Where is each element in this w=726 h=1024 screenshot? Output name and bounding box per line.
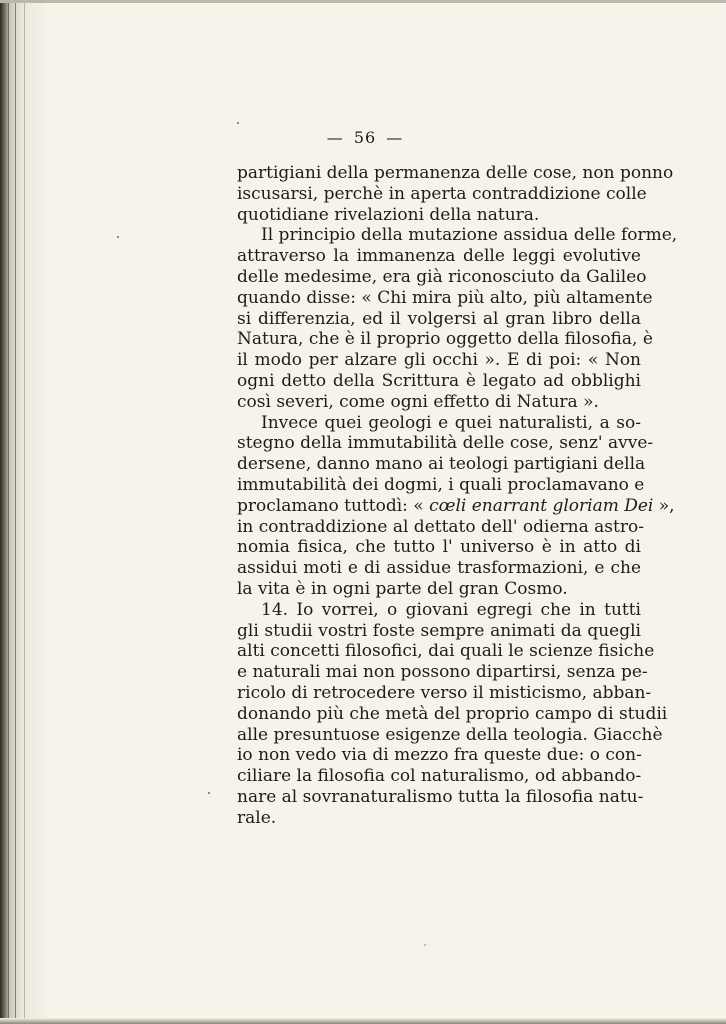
book-spine-shadow <box>0 0 46 1024</box>
text-line: e naturali mai non possono dipartirsi, senza pe- <box>237 662 648 683</box>
page-bottom-edge <box>0 1018 726 1024</box>
text-line: ogni detto della Scrittura è legato ad obblighi <box>237 370 641 391</box>
spine-edge-line <box>15 0 16 1024</box>
text-line: così severi, come ogni effetto di Natura ». <box>237 391 599 412</box>
text-line: nomia fisica, che tutto l' universo è in atto di <box>237 537 641 558</box>
text-line: partigiani della permanenza delle cose, non ponno <box>237 163 674 183</box>
latin-quote: cœli enarrant gloriam Dei <box>429 495 654 516</box>
spine-edge-line <box>8 0 9 1024</box>
text-line: rale. <box>237 807 277 828</box>
text-line: nare al sovranaturalismo tutta la filosofia natu- <box>237 786 644 807</box>
text-line: Invece quei geologi e quei naturalisti, a so- <box>261 412 641 433</box>
page-top-edge <box>0 0 726 3</box>
text-line: iscusarsi, perchè in aperta contraddizione colle <box>237 183 647 204</box>
paper-speck <box>424 944 426 946</box>
text-line: quando disse: « Chi mira più alto, più altamente <box>237 287 653 308</box>
paper-speck <box>208 792 210 794</box>
paper-speck <box>237 122 239 124</box>
text-line: Il principio della mutazione assidua delle forme, <box>261 225 678 246</box>
text-line: ciliare la filosofia col naturalismo, od abbando- <box>237 766 642 787</box>
text-line: alti concetti filosofici, dai quali le scienze fisiche <box>237 641 655 662</box>
paper-speck <box>117 236 119 238</box>
text-line: gli studii vostri foste sempre animati da quegli <box>237 620 641 641</box>
text-line: Natura, che è il proprio oggetto della filosofia, è <box>237 329 653 350</box>
text-line: delle medesime, era già riconosciuto da Galileo <box>237 266 647 287</box>
text-line: donando più che metà del proprio campo di studii <box>237 703 668 724</box>
text-line: stegno della immutabilità delle cose, senz' avve- <box>237 433 654 454</box>
page-number-dash-right: — <box>386 128 404 147</box>
text-line: quotidiane rivelazioni della natura. <box>237 204 540 225</box>
text-line: ricolo di retrocedere verso il misticismo, abban- <box>237 682 652 703</box>
text-line: 14. Io vorrei, o giovani egregi che in tutti <box>261 599 641 620</box>
text-line: io non vedo via di mezzo fra queste due: o con- <box>237 745 642 766</box>
page-number <box>0 128 726 147</box>
latin-quote-close: », <box>653 495 675 516</box>
text-line: il modo per alzare gli occhi ». E di poi: « Non <box>237 350 641 371</box>
text-line: attraverso la immanenza delle leggi evolutive <box>237 246 641 267</box>
text-line: si differenzia, ed il volgersi al gran libro della <box>237 308 641 329</box>
text-line: alle presuntuose esigenze della teologia. Giacchè <box>237 724 663 745</box>
text-line-with-quote <box>237 495 675 517</box>
text-line: in contraddizione al dettato dell' odierna astro- <box>237 516 644 537</box>
page-number-value: 56 <box>353 128 377 147</box>
text-line-lead: proclamano tuttodì: « <box>237 495 430 516</box>
text-line: dersene, danno mano ai teologi partigiani della <box>237 454 646 475</box>
page-number-dash-left: — <box>326 128 344 147</box>
text-line: immutabilità dei dogmi, i quali proclamavano e <box>237 474 645 495</box>
spine-edge-line <box>24 0 25 1024</box>
text-line: assidui moti e di assidue trasformazioni, e che <box>237 558 641 579</box>
body-text <box>237 163 678 829</box>
text-line: la vita è in ogni parte del gran Cosmo. <box>237 578 568 599</box>
